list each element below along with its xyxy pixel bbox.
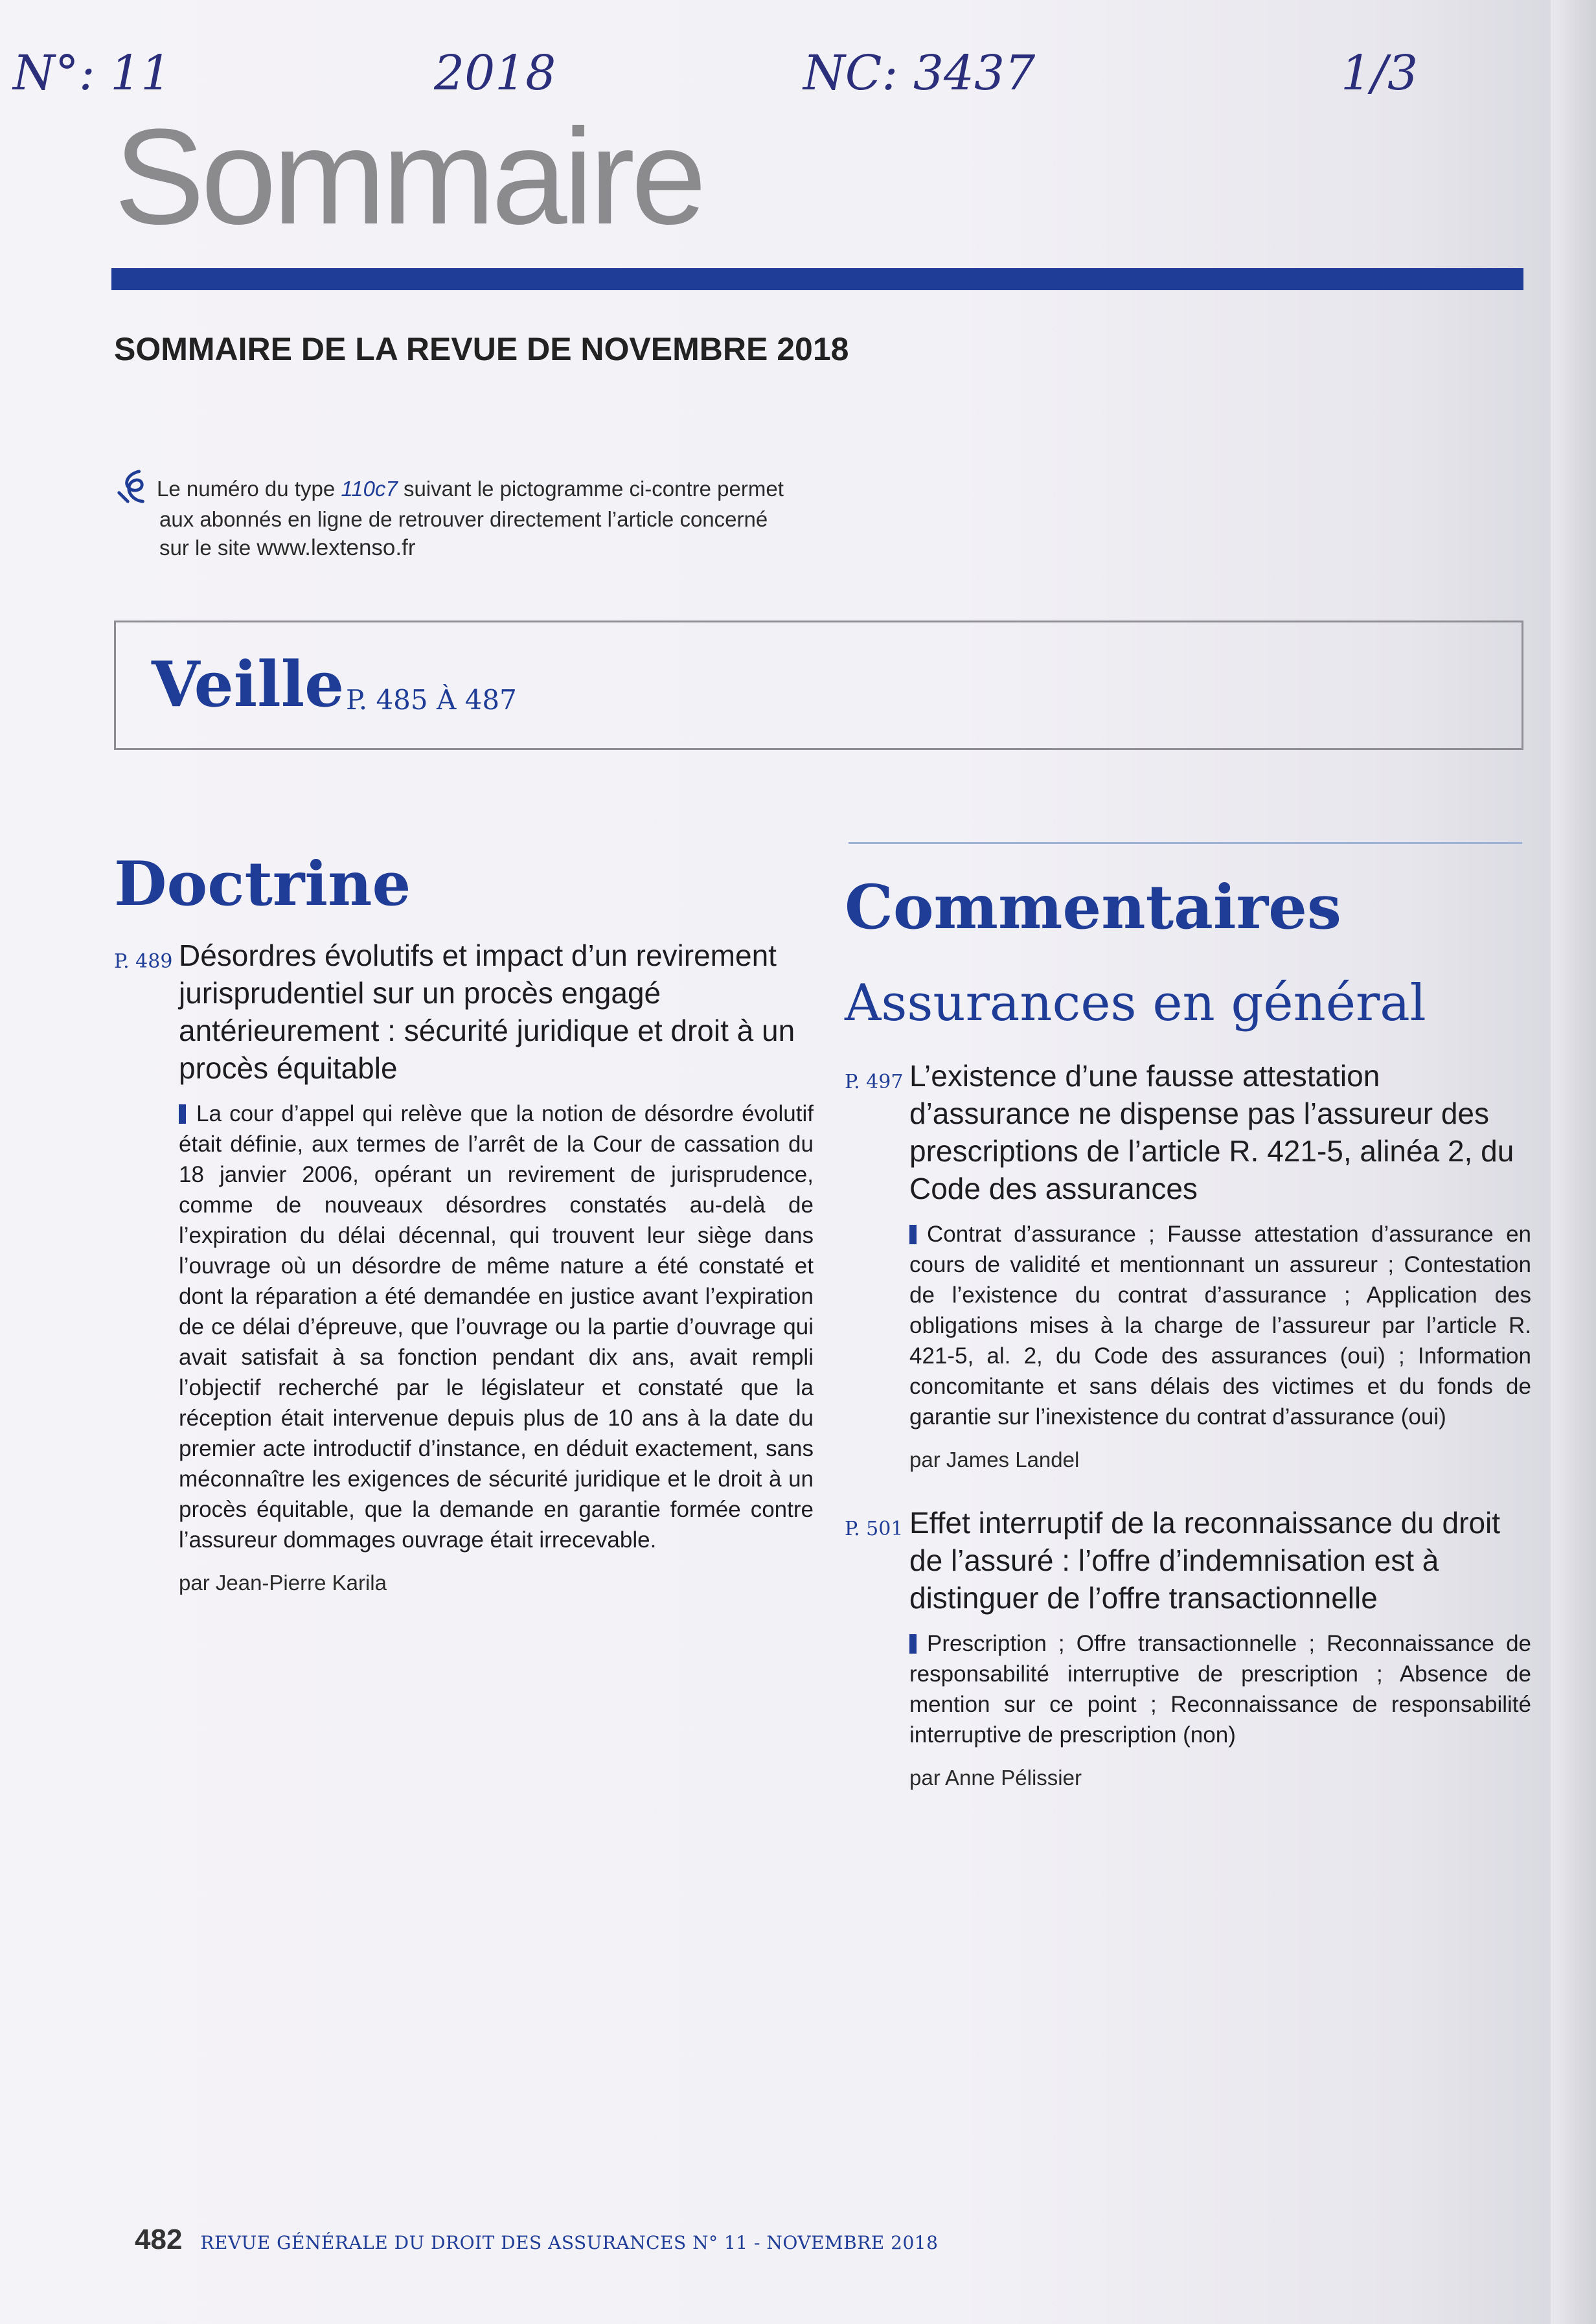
handwritten-year: 2018 [434, 45, 556, 101]
article-author: par Anne Pélissier [909, 1766, 1082, 1790]
info-text-part: Le numéro du type [157, 477, 341, 501]
veille-title: Veille [152, 648, 345, 721]
commentaire-article [845, 1504, 1531, 1790]
article-summary-text: Prescription ; Offre transactionnelle ; Reconnaissance de responsabilité interruptive de prescription ; Absence de mention sur ce point ; Reconnaissance de responsabilité interruptive de prescription (non) [909, 1631, 1531, 1748]
article-summary [845, 1628, 1531, 1750]
info-line-1 [114, 468, 814, 505]
handwritten-issue-number: N°: 11 [13, 45, 172, 101]
info-text-part: sur le site [159, 536, 257, 560]
footer-page-number: 482 [135, 2224, 183, 2255]
summary-bullet-icon [909, 1225, 917, 1244]
article-headline-text: Désordres évolutifs et impact d’un revirement jurisprudentiel sur un procès engagé antérieurement : sécurité juridique et droit à un procès équitable [179, 939, 795, 1085]
article-page-ref: P. 501 [845, 1518, 904, 1540]
commentaire-article [845, 1057, 1531, 1472]
article-author: par James Landel [909, 1448, 1080, 1472]
column-divider [849, 842, 1522, 844]
article-page-ref: P. 497 [845, 1071, 904, 1093]
summary-bullet-icon [179, 1104, 186, 1124]
veille-pages: P. 485 À 487 [346, 684, 517, 716]
assurances-subsection-title: Assurances en général [845, 974, 1426, 1032]
page-title: Sommaire [114, 100, 703, 253]
handwritten-page-count: 1/3 [1341, 45, 1419, 101]
info-text-part: suivant le pictogramme ci-contre permet [397, 477, 784, 501]
page-footer [135, 2224, 938, 2256]
lextenso-pictogram-icon [114, 468, 152, 505]
handwritten-nc-code: NC: 3437 [803, 45, 1036, 101]
commentaires-section-title: Commentaires [845, 872, 1341, 943]
info-line-2: aux abonnés en ligne de retrouver directement l’article concerné [159, 507, 768, 531]
article-author: par Jean-Pierre Karila [179, 1571, 387, 1595]
article-headline [845, 1057, 1531, 1207]
info-code: 110c7 [341, 477, 398, 501]
info-site-link[interactable]: www.lextenso.fr [256, 535, 416, 560]
article-summary-text: Contrat d’assurance ; Fausse attestation d’assurance en cours de validité et mentionnant un assureur ; Contestation de l’existence du contrat d’assurance ; Application des obligations mises à la charge de l’assureur par l’article R. 421-5, al. 2, du Code des assurances (oui) ; Information concomitante et sans délais des victimes et du fonds de garantie sur l’inexistence du contrat d’assurance (oui) [909, 1222, 1531, 1430]
doctrine-section-title: Doctrine [114, 849, 411, 920]
article-summary-text: La cour d’appel qui relève que la notion de désordre évolutif était définie, aux termes de l’arrêt de la Cour de cassation du 18 janvier 2006, opérant un revirement de jurisprudence, comme de nouveaux désordres constatés au-delà de l’expiration du délai décennal, qui trouvent leur siège dans l’ouvrage où un désordre de même nature a été constaté et dont la réparation a été demandée en justice avant l’expiration de ce délai d’épreuve, que l’ouvrage ou la partie d’ouvrage qui avait satisfait à sa fonction pendant dix ans, avait rempli l’objectif recherché par le législateur et constaté que la réception était intervenue depuis plus de 10 ans à la date du premier acte introductif d’instance, en déduit exactement, sans méconnaître les exigences de sécurité juridique et le droit à un procès équitable, que la demande en garantie formée contre l’assureur dommages ouvrage était irrecevable. [179, 1101, 814, 1553]
article-summary [845, 1219, 1531, 1432]
summary-bullet-icon [909, 1634, 917, 1654]
page-subtitle: SOMMAIRE DE LA REVUE DE NOVEMBRE 2018 [114, 331, 849, 367]
page-edge-shadow [1551, 0, 1596, 2324]
article-headline [845, 1504, 1531, 1617]
doctrine-article [114, 937, 814, 1595]
article-summary [114, 1099, 814, 1555]
lextenso-info-note [114, 468, 814, 562]
title-divider [111, 268, 1523, 290]
footer-journal-title: REVUE GÉNÉRALE DU DROIT DES ASSURANCES N° 11 - NOVEMBRE 2018 [200, 2232, 939, 2253]
article-headline-text: L’existence d’une fausse attestation d’assurance ne dispense pas l’assureur des prescriptions de l’article R. 421-5, alinéa 2, du Code des assurances [909, 1059, 1514, 1205]
article-headline-text: Effet interruptif de la reconnaissance du droit de l’assuré : l’offre d’indemnisation est à distinguer de l’offre transactionnelle [909, 1506, 1501, 1615]
article-page-ref: P. 489 [114, 950, 173, 973]
info-line-3 [114, 534, 814, 562]
article-headline [114, 937, 814, 1087]
